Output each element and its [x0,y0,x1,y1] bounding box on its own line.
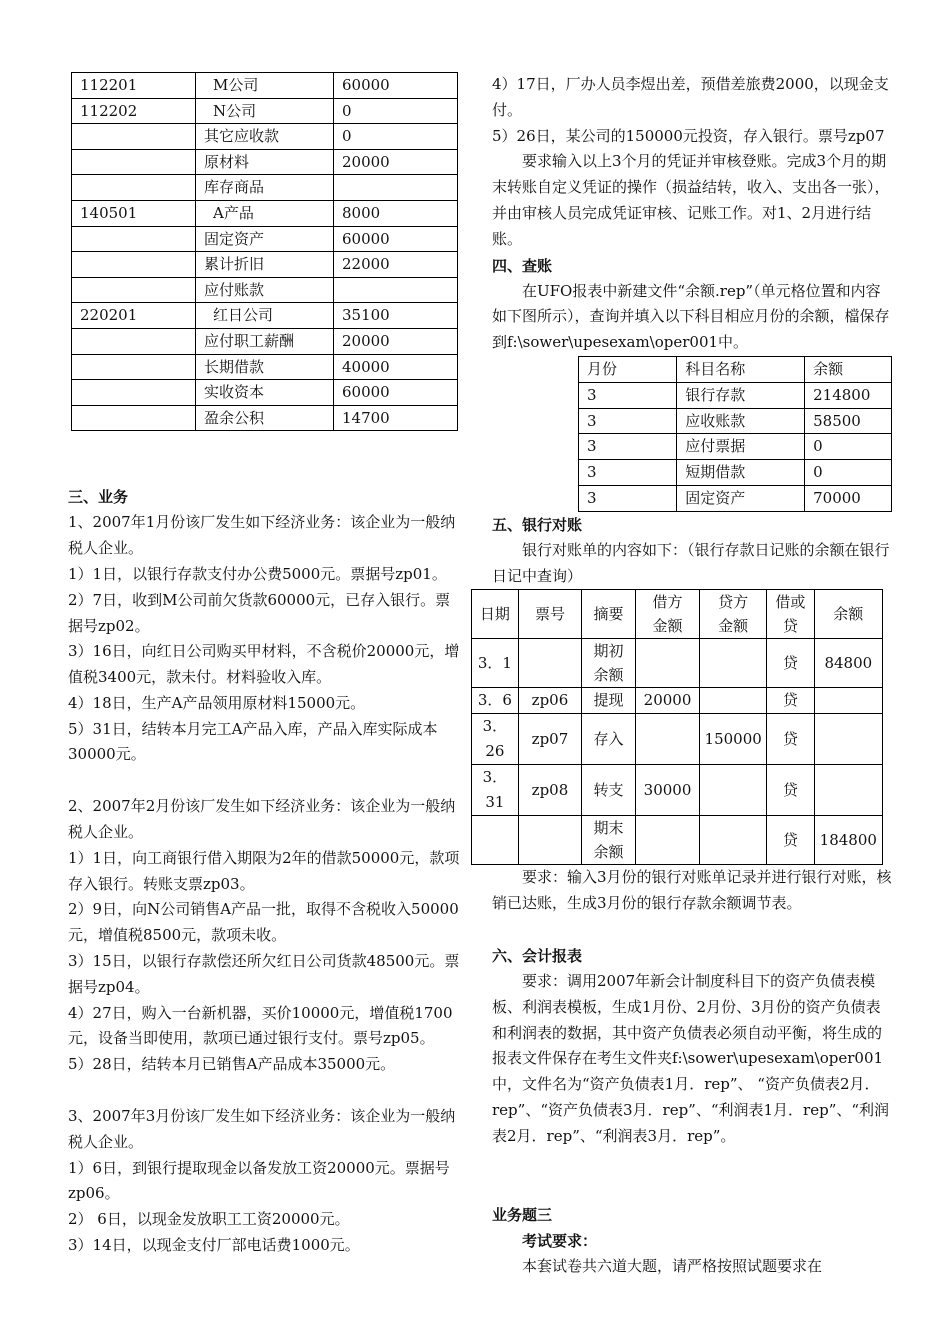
right-top-text [492,72,892,356]
table-cell [700,765,767,816]
table-cell: 3．26 [472,714,519,765]
left-text [68,458,463,1259]
table-cell [635,714,700,765]
left-paragraph: 1、2007年1月份该厂发生如下经济业务：该企业为一般纳税人企业。 [68,513,456,558]
table-cell: 3 [579,382,677,408]
account-balance: 40000 [334,354,458,380]
account-code: 112201 [72,73,196,99]
table-header-row [579,356,892,382]
table-cell [635,639,700,688]
column-header: 贷方 金额 [700,590,767,639]
left-paragraph: 4）18日，生产A产品领用原材料15000元。 [68,693,366,712]
table-row [72,98,458,124]
spacer [68,768,463,794]
table-row [72,226,458,252]
account-balance: 0 [334,124,458,150]
account-name: A产品 [196,200,334,226]
account-code: 112202 [72,98,196,124]
table-cell: 3．1 [472,639,519,688]
right-paragraph: 要求输入以上3个月的凭证并审核登账。完成3个月的期末转账自定义凭证的操作（损益结转，收入、支出各一张），并由审核人员完成凭证审核、记账工作。对1、2月进行结账。 [492,152,890,248]
table-cell [700,639,767,688]
left-paragraph: 4）27日，购入一台新机器，买价10000元，增值税1700元，设备当即使用，款项已通过银行支付。票号zp05。 [68,1003,453,1048]
left-paragraph: 1）1日，向工商银行借入期限为2年的借款50000元，款项存入银行。转账支票zp03。 [68,848,460,893]
column-header: 余额 [814,590,882,639]
table-row [579,382,892,408]
account-name: 库存商品 [196,175,334,201]
table-cell [472,816,519,865]
account-balance: 8000 [334,200,458,226]
spacer [492,1176,892,1202]
spacer [68,458,463,484]
left-column [68,72,463,1259]
table-cell [518,639,581,688]
section-heading: 四、查账 [492,256,553,275]
table-cell: 184800 [814,816,882,865]
account-code [72,226,196,252]
table-row [472,765,883,816]
table-cell: 150000 [700,714,767,765]
table-cell: 期末 余额 [582,816,636,865]
table-row [72,328,458,354]
bank-intro: 银行对账单的内容如下：（银行存款日记账的余额在银行日记中查询） [492,540,890,585]
account-name: 应付账款 [196,277,334,303]
column-header: 票号 [518,590,581,639]
account-balance: 0 [334,98,458,124]
table-cell: 固定资产 [677,485,805,511]
table-row [72,303,458,329]
left-paragraph: 5）28日，结转本月已销售A产品成本35000元。 [68,1055,396,1074]
spacer [492,917,892,943]
table-cell: 贷 [767,765,815,816]
account-balance: 20000 [334,328,458,354]
table-row [579,460,892,486]
account-code [72,252,196,278]
account-balance: 35100 [334,303,458,329]
table-cell: 贷 [767,639,815,688]
table-cell [814,714,882,765]
column-header: 科目名称 [677,356,805,382]
account-code [72,354,196,380]
account-code [72,149,196,175]
table-cell: 70000 [805,485,892,511]
table-cell: 3 [579,434,677,460]
table-header-row [472,590,883,639]
account-balance: 60000 [334,226,458,252]
spacer [492,1150,892,1176]
left-paragraph: 2、2007年2月份该厂发生如下经济业务：该企业为一般纳税人企业。 [68,797,456,842]
table-cell [814,765,882,816]
table-cell: 0 [805,460,892,486]
left-paragraph: 1）1日，以银行存款支付办公费5000元。票据号zp01。 [68,564,447,583]
table-row [72,277,458,303]
left-paragraph: 3）14日，以现金支付厂部电话费1000元。 [68,1236,360,1255]
table-cell: 银行存款 [677,382,805,408]
account-name: 长期借款 [196,354,334,380]
spacer [68,1078,463,1104]
account-code [72,175,196,201]
column-header: 摘要 [582,590,636,639]
table-row [472,639,883,688]
table-cell: 3 [579,408,677,434]
table-cell: 0 [805,434,892,460]
table-cell: 应付票据 [677,434,805,460]
section-heading: 业务题三 [492,1205,553,1224]
account-balance: 20000 [334,149,458,175]
table-cell: 期初 余额 [582,639,636,688]
bank-statement-table [471,589,883,865]
column-header: 借或 贷 [767,590,815,639]
account-name: 盈余公积 [196,405,334,431]
account-name: 应付职工薪酬 [196,328,334,354]
table-cell: zp06 [518,688,581,714]
table-cell: 存入 [582,714,636,765]
table-row [72,124,458,150]
left-paragraph: 2） 6日，以现金发放职工工资20000元。 [68,1210,350,1229]
account-name: 实收资本 [196,380,334,406]
table-cell: 30000 [635,765,700,816]
section-heading: 六、会计报表 [492,946,583,965]
account-code [72,328,196,354]
table-cell: 短期借款 [677,460,805,486]
table-cell: 贷 [767,714,815,765]
table-cell: 3．31 [472,765,519,816]
section-heading: 三、业务 [68,488,129,507]
table-cell [700,688,767,714]
table-cell: 贷 [767,816,815,865]
table-cell: 应收账款 [677,408,805,434]
table-cell: zp08 [518,765,581,816]
table-row [472,714,883,765]
account-name: 其它应收款 [196,124,334,150]
account-name: N公司 [196,98,334,124]
table-row [579,434,892,460]
table-cell: 贷 [767,688,815,714]
table-cell [518,816,581,865]
account-name: M公司 [196,73,334,99]
account-balance: 60000 [334,380,458,406]
left-paragraph: 3、2007年3月份该厂发生如下经济业务：该企业为一般纳税人企业。 [68,1107,456,1151]
account-balance: 14700 [334,405,458,431]
table-cell: 3 [579,460,677,486]
right-paragraph: 要求：调用2007年新会计制度科目下的资产负债表模板、利润表模板，生成1月份、2月份、3月份的资产负债表和利润表的数据，其中资产负债表必须自动平衡，将生成的报表文件保存在考生文件夹f:\sower\upesexam\oper001中，文件名为“资产负债表1月．rep”、 “资产负债表2月．rep”、“资产负债表3月．rep”、“利润表1月．rep”、“利润表2月．rep”、“利润表3月．rep”。 [492,971,890,1145]
left-paragraph: 1）6日，到银行提取现金以备发放工资20000元。票据号zp06。 [68,1158,450,1203]
table-cell: 转支 [582,765,636,816]
left-paragraph: 2）7日，收到M公司前欠货款60000元，已存入银行。票据号zp02。 [68,590,451,635]
table-cell: zp07 [518,714,581,765]
account-code [72,124,196,150]
account-balance [334,175,458,201]
table-row [72,73,458,99]
table-cell: 3．6 [472,688,519,714]
section-heading: 考试要求： [522,1231,598,1250]
account-name: 固定资产 [196,226,334,252]
left-paragraph: 2）9日，向N公司销售A产品一批，取得不含税收入50000元，增值税8500元，款项未收。 [68,900,459,945]
right-paragraph: 5）26日，某公司的150000元投资，存入银行。票号zp07 [492,126,885,145]
table-row [72,175,458,201]
table-row [72,252,458,278]
table-cell: 58500 [805,408,892,434]
table-row [472,688,883,714]
account-balance: 22000 [334,252,458,278]
table-row [72,200,458,226]
account-name: 红日公司 [196,303,334,329]
left-paragraph: 3）16日，向红日公司购买甲材料，不含税价20000元，增值税3400元，款未付。材料验收入库。 [68,642,460,687]
column-header: 借方 金额 [635,590,700,639]
account-code [72,277,196,303]
right-paragraph: 4）17日，厂办人员李煜出差，预借差旅费2000，以现金支付。 [492,75,889,119]
right-paragraph: 本套试卷共六道大题，请严格按照试题要求在 [522,1256,823,1275]
accounts-table [71,72,458,431]
table-row [72,380,458,406]
account-name: 原材料 [196,149,334,175]
right-bottom-text [492,865,892,1279]
account-balance [334,277,458,303]
table-cell: 84800 [814,639,882,688]
table-row [72,149,458,175]
right-column [477,72,892,1279]
account-balance: 60000 [334,73,458,99]
table-cell: 提现 [582,688,636,714]
table-cell [700,816,767,865]
account-name: 累计折旧 [196,252,334,278]
table-row [579,408,892,434]
left-paragraph: 5）31日，结转本月完工A产品入库，产品入库实际成本30000元。 [68,719,438,764]
column-header: 月份 [579,356,677,382]
table-row [579,485,892,511]
bank-heading: 五、银行对账 [492,515,583,534]
right-paragraph: 在UFO报表中新建文件“余额.rep”（单元格位置和内容如下图所示），查询并填入以下科目相应月份的余额，檔保存到f:\sower\upesexam\oper001中。 [492,281,890,352]
account-code: 220201 [72,303,196,329]
table-cell [814,688,882,714]
account-code [72,380,196,406]
column-header: 余额 [805,356,892,382]
left-paragraph: 3）15日，以银行存款偿还所欠红日公司货款48500元。票据号zp04。 [68,952,460,996]
column-header: 日期 [472,590,519,639]
account-code [72,405,196,431]
balance-table [578,356,892,512]
account-code: 140501 [72,200,196,226]
table-row [72,354,458,380]
table-cell: 214800 [805,382,892,408]
table-cell: 3 [579,485,677,511]
table-row [472,816,883,865]
table-cell [635,816,700,865]
table-row [72,405,458,431]
right-paragraph: 要求：输入3月份的银行对账单记录并进行银行对账，核销已达账，生成3月份的银行存款余额调节表。 [492,868,892,913]
table-cell: 20000 [635,688,700,714]
